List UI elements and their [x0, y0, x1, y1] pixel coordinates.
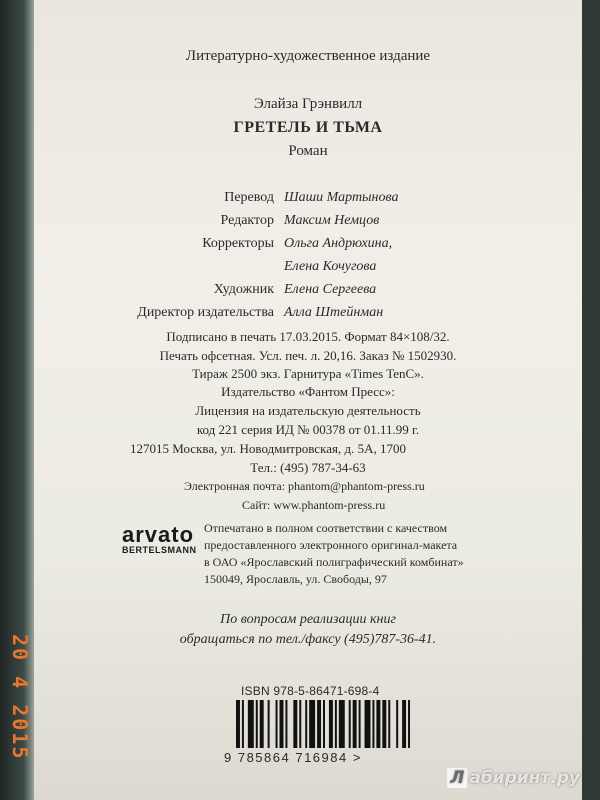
barcode-bar: [372, 700, 374, 748]
barcode-bar: [285, 700, 287, 748]
date-stamp: [8, 610, 32, 761]
printer-info-block: [204, 520, 464, 588]
publisher-line-4: 127015 Москва, ул. Новодмитровская, д. 5А, 1700: [130, 441, 406, 456]
arvato-logo: [122, 522, 197, 555]
printer-line-1: Отпечатано в полном соответствии с качеством: [204, 521, 448, 535]
publisher-line-5: Тел.: (495) 787-34-63: [250, 460, 366, 475]
barcode-bar: [353, 700, 357, 748]
credit-role-editor: Редактор: [220, 213, 274, 228]
barcode-bar: [408, 700, 410, 748]
barcode-bar: [256, 700, 258, 748]
barcode-bar: [293, 700, 297, 748]
isbn-text: ISBN 978-5-86471-698-4: [241, 684, 380, 698]
publisher-line-1: Издательство «Фантом Пресс»:: [221, 384, 395, 399]
barcode-bar: [335, 700, 337, 748]
credit-name-translation: Шаши Мартынова: [284, 190, 399, 205]
logo-sub: BERTELSMANN: [122, 545, 197, 555]
publisher-line-7: Сайт: www.phantom-press.ru: [242, 498, 386, 512]
barcode-bar: [248, 700, 254, 748]
credit-role-artist: Художник: [213, 282, 274, 297]
publisher-line-2: Лицензия на издательскую деятельность: [195, 403, 421, 418]
sales-line-1: По вопросам реализации книг: [220, 612, 396, 627]
barcode-bar: [276, 700, 278, 748]
watermark-text: абиринт.ру: [469, 768, 580, 788]
credit-name-director: Алла Штейнман: [284, 305, 384, 320]
watermark-logo-letter: Л: [447, 768, 467, 788]
printer-line-4: 150049, Ярославль, ул. Свободы, 97: [204, 572, 387, 586]
barcode-number: 9 785864 716984 >: [224, 750, 362, 765]
sales-line-2: обращаться по тел./факсу (495)787-36-41.: [179, 632, 437, 647]
barcode-bar: [339, 700, 345, 748]
barcode-bar: [365, 700, 371, 748]
barcode-bar: [305, 700, 307, 748]
barcode-bar: [236, 700, 240, 748]
barcode-bar: [329, 700, 333, 748]
credit-name-proofreader-2: Елена Кочугова: [284, 259, 377, 274]
date-stamp-text: 20 4 2015: [8, 634, 32, 761]
barcode-bar: [242, 700, 244, 748]
barcode-bar: [299, 700, 301, 748]
printer-line-2: предоставленного электронного оригинал-макета: [204, 538, 458, 552]
barcode-bar: [280, 700, 284, 748]
barcode-bar: [402, 700, 406, 748]
credit-role-translation: Перевод: [224, 190, 274, 205]
barcode-bar: [317, 700, 321, 748]
book-genre: Роман: [288, 143, 328, 159]
publisher-line-3: код 221 серия ИД № 00378 от 01.11.99 г.: [196, 422, 420, 437]
barcode-bar: [349, 700, 351, 748]
credit-role-proofreaders: Корректоры: [202, 236, 274, 251]
barcode-bar: [309, 700, 315, 748]
barcode-bar: [323, 700, 325, 748]
printer-line-3: в ОАО «Ярославский полиграфический комбинат»: [204, 555, 464, 569]
barcode-bar: [359, 700, 361, 748]
barcode-bar: [268, 700, 270, 748]
print-info-line-1: Подписано в печать 17.03.2015. Формат 84×108/32.: [166, 329, 450, 344]
print-info-line-2: Печать офсетная. Усл. печ. л. 20,16. Заказ № 1502930.: [159, 348, 457, 363]
print-info-line-3: Тираж 2500 экз. Гарнитура «Times TenC».: [192, 366, 424, 381]
credit-role-director: Директор издательства: [137, 305, 274, 320]
book-page: [34, 0, 582, 800]
labirint-watermark: [447, 768, 580, 788]
author-name: Элайза Грэнвилл: [253, 96, 363, 112]
credit-name-artist: Елена Сергеева: [284, 282, 377, 297]
barcode-bar: [396, 700, 398, 748]
credit-name-proofreader-1: Ольга Андрюхина,: [284, 236, 393, 251]
publisher-line-6: Электронная почта: phantom@phantom-press.ru: [184, 479, 425, 493]
logo-brand: arvato: [122, 522, 195, 547]
barcode-bar: [382, 700, 386, 748]
barcode-bar: [376, 700, 380, 748]
barcode: [234, 700, 414, 748]
edition-type: Литературно-художественное издание: [185, 48, 431, 64]
book-title: ГРЕТЕЛЬ И ТЬМА: [233, 119, 383, 136]
barcode-bar: [260, 700, 264, 748]
credit-name-editor: Максим Немцов: [284, 213, 380, 228]
barcode-bar: [388, 700, 390, 748]
